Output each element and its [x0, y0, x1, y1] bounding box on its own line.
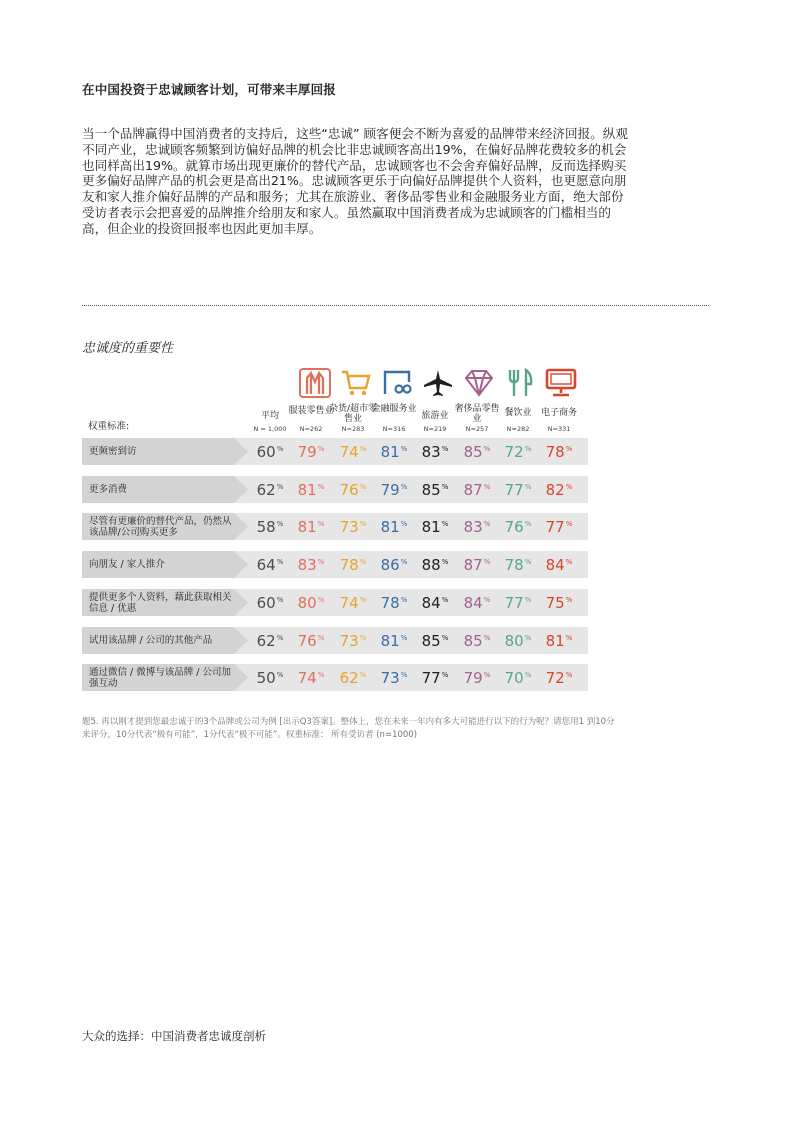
column-header: 金融服务业 — [371, 404, 417, 414]
row-label: 尽管有更廉价的替代产品，仍然从该品牌/公司购买更多 — [89, 515, 232, 538]
column-sample-size: N=219 — [423, 425, 447, 433]
table-cell: 62 % — [256, 631, 284, 650]
diamond-icon — [463, 368, 495, 398]
cutlery-icon — [504, 368, 536, 398]
row-label: 通过微信 / 微博与该品牌 / 公司加强互动 — [89, 666, 231, 689]
row-label: 更频密到访 — [89, 446, 137, 457]
table-row — [82, 438, 588, 465]
table-cell: 73 % — [380, 668, 408, 687]
airplane-icon — [422, 368, 454, 398]
table-cell: 84 % — [463, 593, 491, 612]
table-cell: 85 % — [463, 631, 491, 650]
column-sample-size: N = 1,000 — [253, 425, 287, 433]
table-cell: 60 % — [256, 442, 284, 461]
section-title: 忠诚度的重要性 — [82, 341, 174, 356]
table-cell: 50 % — [256, 668, 284, 687]
table-cell: 82 % — [545, 480, 573, 499]
table-cell: 60 % — [256, 593, 284, 612]
table-cell: 74 % — [339, 442, 367, 461]
column-sample-size: N=316 — [382, 425, 406, 433]
jacket-icon — [299, 368, 331, 398]
column-sample-size: N=262 — [299, 425, 323, 433]
row-label: 提供更多个人资料，藉此获取相关信息 / 优惠 — [89, 591, 232, 614]
table-cell: 83 % — [421, 442, 449, 461]
column-sample-size: N=282 — [506, 425, 530, 433]
table-row — [82, 476, 588, 503]
table-cell: 74 % — [339, 593, 367, 612]
table-cell: 58 % — [256, 517, 284, 536]
monitor-icon — [545, 368, 577, 398]
column-header: 平均 — [260, 411, 279, 421]
table-cell: 78 % — [504, 555, 532, 574]
table-cell: 83 % — [463, 517, 491, 536]
column-header: 餐饮业 — [504, 408, 532, 418]
table-cell: 62 % — [256, 480, 284, 499]
table-cell: 81 % — [380, 442, 408, 461]
table-cell: 72 % — [504, 442, 532, 461]
table-cell: 62 % — [339, 668, 367, 687]
table-row — [82, 513, 588, 540]
table-cell: 87 % — [463, 480, 491, 499]
table-cell: 81 % — [297, 517, 325, 536]
table-cell: 88 % — [421, 555, 449, 574]
table-cell: 77 % — [504, 480, 532, 499]
table-cell: 86 % — [380, 555, 408, 574]
column-sample-size: N=257 — [465, 425, 489, 433]
table-cell: 81 % — [545, 631, 573, 650]
column-header: 电子商务 — [540, 408, 577, 418]
table-cell: 85 % — [421, 631, 449, 650]
table-cell: 85 % — [421, 480, 449, 499]
table-cell: 75 % — [545, 593, 573, 612]
table-cell: 72 % — [545, 668, 573, 687]
column-sample-size: N=283 — [341, 425, 365, 433]
row-label: 试用该品牌 / 公司的其他产品 — [89, 635, 213, 646]
table-cell: 73 % — [339, 517, 367, 536]
column-header: 杂货/超市零售业 — [328, 404, 378, 424]
intro-paragraph: 当一个品牌赢得中国消费者的支持后，这些“忠诚” 顾客便会不断为喜爱的品牌带来经济回报。纵观不同产业，忠诚顾客频繁到访偏好品牌的机会比非忠诚顾客高出19%，在偏好品牌花费较多的机会也同样高出19%。就算市场出现更廉价的替代产品，忠诚顾客也不会舍弃偏好品牌，反而选择购买更多偏好品牌产品的机会更是高出21%。忠诚顾客更乐于向偏好品牌提供个人资料，也更愿意向朋友和家人推介偏好品牌的产品和服务；尤其在旅游业、奢侈品零售业和金融服务业方面，绝大部份受访者表示会把喜爱的品牌推介给朋友和家人。虽然赢取中国消费者成为忠诚顾客的门槛相当的高，但企业的投资回报率也因此更加丰厚。 — [82, 126, 628, 236]
table-cell: 64 % — [256, 555, 284, 574]
table-cell: 78 % — [339, 555, 367, 574]
table-cell: 78 % — [545, 442, 573, 461]
weight-label: 权重标准: — [88, 421, 130, 432]
table-cell: 83 % — [297, 555, 325, 574]
table-row — [82, 627, 588, 654]
table-cell: 81 % — [297, 480, 325, 499]
column-header: 奢侈品零售业 — [454, 404, 500, 424]
column-header: 旅游业 — [421, 411, 449, 421]
table-cell: 76 % — [297, 631, 325, 650]
row-label: 更多消费 — [89, 484, 128, 495]
table-cell: 76 % — [339, 480, 367, 499]
table-cell: 78 % — [380, 593, 408, 612]
industry-icons — [0, 368, 793, 400]
table-cell: 79 % — [380, 480, 408, 499]
table-cell: 81 % — [380, 631, 408, 650]
section-divider — [82, 305, 709, 306]
table-cell: 84 % — [545, 555, 573, 574]
table-cell: 70 % — [504, 668, 532, 687]
table-cell: 85 % — [463, 442, 491, 461]
card-icon — [381, 368, 413, 398]
table-cell: 84 % — [421, 593, 449, 612]
table-cell: 81 % — [421, 517, 449, 536]
table-cell: 77 % — [421, 668, 449, 687]
table-cell: 79 % — [297, 442, 325, 461]
table-cell: 87 % — [463, 555, 491, 574]
column-header: 服装零售业 — [288, 406, 334, 416]
row-label: 向朋友 / 家人推介 — [89, 559, 165, 570]
table-cell: 79 % — [463, 668, 491, 687]
page-heading: 在中国投资于忠诚顾客计划，可带来丰厚回报 — [82, 82, 337, 97]
table-cell: 80 % — [297, 593, 325, 612]
shopping-cart-icon — [340, 368, 372, 398]
table-cell: 77 % — [504, 593, 532, 612]
table-cell: 76 % — [504, 517, 532, 536]
column-sample-size: N=331 — [547, 425, 571, 433]
table-cell: 77 % — [545, 517, 573, 536]
footnote: 题5. 再以刚才提到您最忠诚于的3个品牌或公司为例 [出示Q3答案]。整体上，您在未来一年内有多大可能进行以下的行为呢？请您用1 到10分来评分，10分代表“极有可能”，1分代表“极不可能”。权重标准： 所有受访者 (n=1000) — [82, 717, 615, 740]
page-footer: 大众的选择：中国消费者忠诚度剖析 — [82, 1029, 266, 1043]
table-row — [82, 589, 588, 616]
table-cell: 73 % — [339, 631, 367, 650]
table-cell: 81 % — [380, 517, 408, 536]
table-row — [82, 551, 588, 578]
table-row — [82, 664, 588, 691]
table-cell: 74 % — [297, 668, 325, 687]
table-cell: 80 % — [504, 631, 532, 650]
